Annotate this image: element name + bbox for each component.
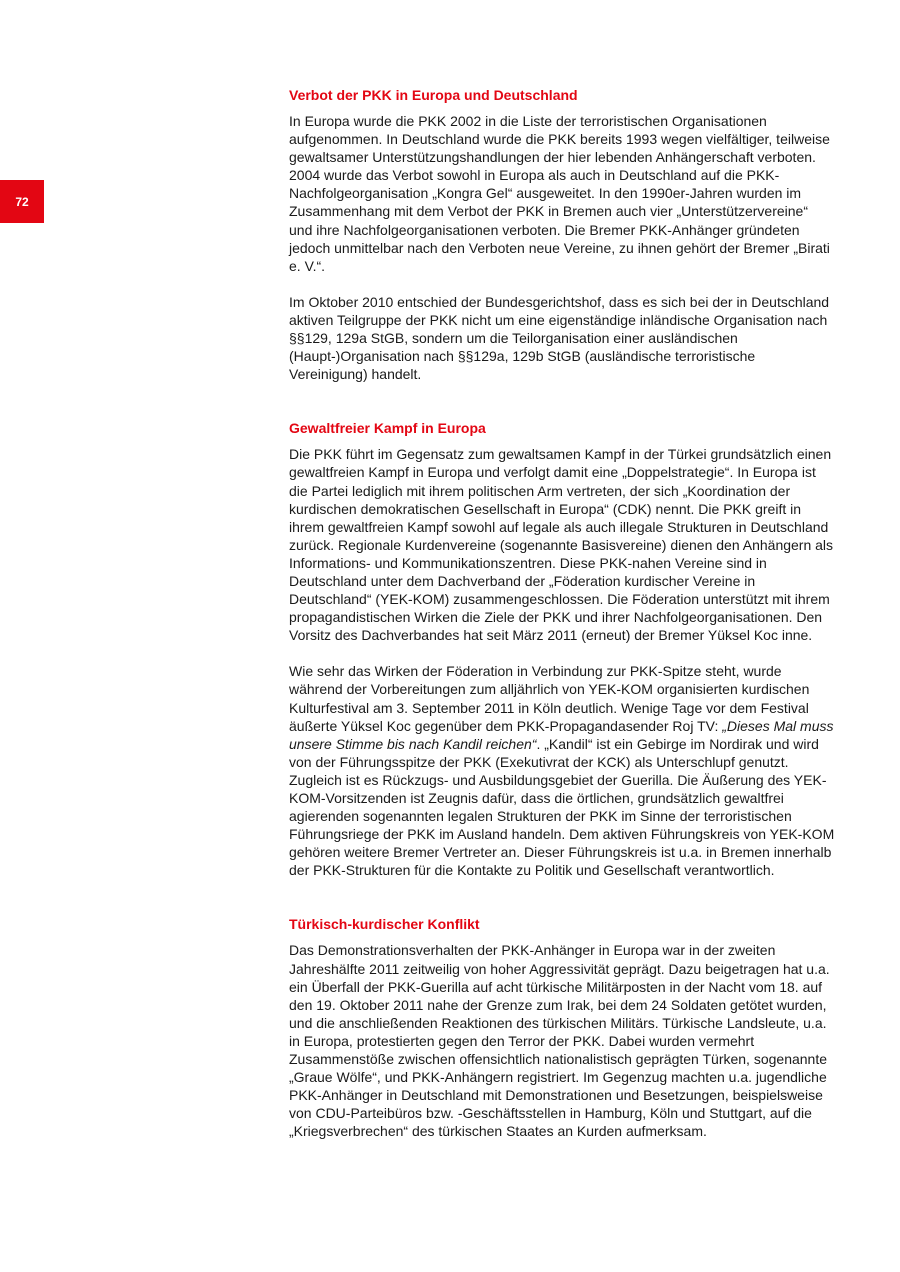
paragraph: In Europa wurde die PKK 2002 in die Liste der terroristischen Organisationen aufgenommen. In Deutschland wurde die PKK bereits 1993 wegen vielfältiger, teilweise gewaltsamer Unterstützungshandlungen der hier lebenden Anhängerschaft verboten. 2004 wurde das Verbot sowohl in Europa als auch in Deutschland auf die PKK-Nachfolgeorganisation „Kongra Gel“ ausgeweitet. In den 1990er-Jahren wurden im Zusammenhang mit dem Verbot der PKK in Bremen auch vier „Unterstützervereine“ und ihre Nachfolgeorganisationen verboten. Die Bremer PKK-Anhänger gründeten jedoch unmittelbar nach den Verboten neue Vereine, zu ihnen gehört der Bremer „Birati e. V.“. — [289, 113, 830, 274]
section-pkk-ban — [289, 86, 835, 383]
quotation: „Dieses Mal muss unsere Stimme bis nach Kandil reichen“ — [289, 717, 834, 752]
paragraph-text: . „Kandil“ ist ein Gebirge im Nordirak und wird von der Führungsspitze der PKK (Exekutivrat der KCK) als Unterschlupf genutzt. Zugleich ist es Rückzugs- und Ausbildungsgebiet der Guerilla. Die Äußerung des YEK-KOM-Vorsitzenden ist Zeugnis dafür, dass die örtlichen, grundsätzlich gewaltfrei agierenden sogenannten legalen Strukturen der PKK im Sinne der terroristischen Führungsriege der PKK im Ausland handeln. Dem aktiven Führungskreis von YEK-KOM gehören weitere Bremer Vertreter an. Dieser Führungskreis ist u.a. in Bremen innerhalb der PKK-Strukturen für die Kontakte zu Politik und Gesellschaft verantwortlich. — [289, 735, 835, 879]
section-heading: Gewaltfreier Kampf in Europa — [289, 420, 486, 437]
paragraph: Im Oktober 2010 entschied der Bundesgerichtshof, dass es sich bei der in Deutschland aktiven Teilgruppe der PKK nicht um eine eigenständige inländische Organisation nach §§129, 129a StGB, sondern um die Teilorganisation einer ausländischen (Haupt-)Organisation nach §§129a, 129b StGB (ausländische terroristische Vereinigung) handelt. — [289, 293, 830, 383]
document-body — [289, 86, 835, 1141]
page-number-badge: 72 — [0, 180, 44, 223]
section-heading: Türkisch-kurdischer Konflikt — [289, 916, 480, 933]
paragraph: Die PKK führt im Gegensatz zum gewaltsamen Kampf in der Türkei grundsätzlich einen gewaltfreien Kampf in Europa und verfolgt damit eine „Doppelstrategie“. In Europa ist die Partei lediglich mit ihrem politischen Arm vertreten, der sich „Koordination der kurdischen demokratischen Gesellschaft in Europa“ (CDK) nennt. Die PKK greift in ihrem gewaltfreien Kampf sowohl auf legale als auch illegale Strukturen in Deutschland zurück. Regionale Kurdenvereine (sogenannte Basisvereine) dienen den Anhängern als Informations- und Kommunikationszentren. Diese PKK-nahen Vereine sind in Deutschland unter dem Dachverband der „Föderation kurdischer Vereine in Deutschland“ (YEK-KOM) zusammengeschlossen. Die Föderation unterstützt mit ihrem propagandistischen Wirken die Ziele der PKK und ihrer Nachfolgeorganisationen. Den Vorsitz des Dachverbandes hat seit März 2011 (erneut) der Bremer Yüksel Koc inne. — [289, 446, 834, 644]
paragraph-text: Wie sehr das Wirken der Föderation in Verbindung zur PKK-Spitze steht, wurde während der Vorbereitungen zum alljährlich von YEK-KOM organisierten kurdischen Kulturfestival am 3. September 2011 in Köln deutlich. Wenige Tage vor dem Festival äußerte Yüksel Koc gegenüber dem PKK-Propagandasender Roj TV: — [289, 663, 810, 734]
section-nonviolent-struggle — [289, 419, 835, 879]
paragraph — [289, 662, 835, 879]
section-turkish-kurdish-conflict — [289, 915, 835, 1140]
section-heading: Verbot der PKK in Europa und Deutschland — [289, 87, 578, 103]
paragraph: Das Demonstrationsverhalten der PKK-Anhänger in Europa war in der zweiten Jahreshälfte 2011 zeitweilig von hoher Aggressivität geprägt. Dazu beigetragen hat u.a. ein Überfall der PKK-Guerilla auf acht türkische Militärposten in der Nacht vom 18. auf den 19. Oktober 2011 nahe der Grenze zum Irak, bei dem 24 Soldaten getötet wurden, und die anschließenden Reaktionen des türkischen Militärs. Türkische Landsleute, u.a. in Europa, protestierten gegen den Terror der PKK. Dabei wurden vermehrt Zusammenstöße zwischen offensichtlich nationalistisch geprägten Türken, sogenannte „Graue Wölfe“, und PKK-Anhängern registriert. Im Gegenzug machten u.a. jugendliche PKK-Anhänger in Deutschland mit Demonstrationen und Besetzungen, beispielsweise von CDU-Parteibüros bzw. -Geschäftsstellen in Hamburg, Köln und Stuttgart, auf die „Kriegsverbrechen“ des türkischen Staates an Kurden aufmerksam. — [289, 942, 830, 1140]
